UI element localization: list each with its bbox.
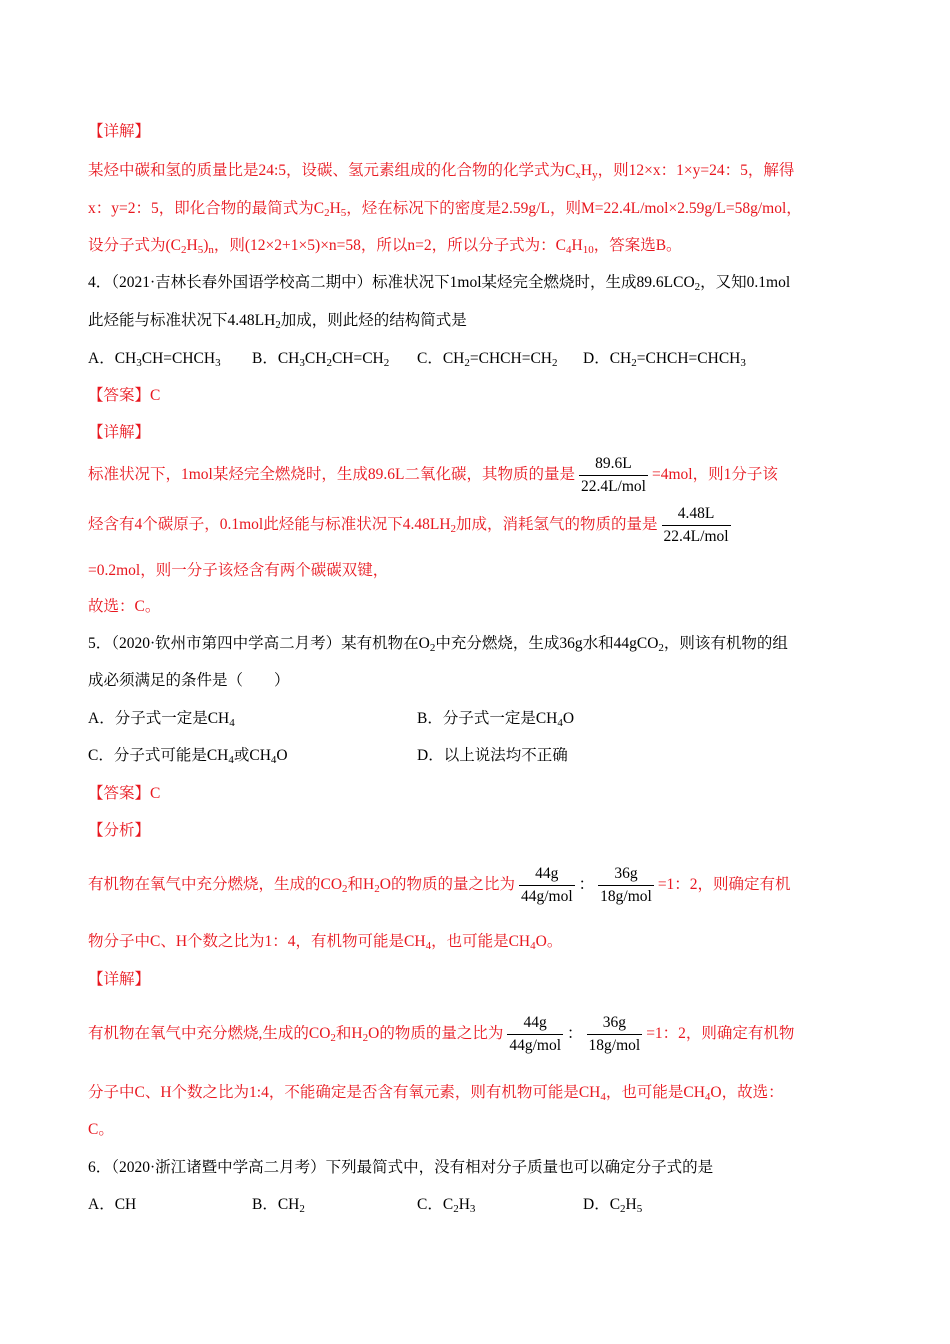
q6-option-d: D．$C_2H_5$: [583, 1196, 643, 1215]
q5-detail-heading: 【详解】: [88, 971, 151, 988]
q5-stem-line-2: 成必须满足的条件是（ ）: [88, 672, 290, 689]
q5-detail-line-1: 有机物在氧气中充分燃烧,生成的$CO_2$和$H_2O$的物质的量之比为 $\frac{44g}{\text{44g/mol}}$ ： $\frac{36g}{\text{18g/mol}}$ =1：2，则确定有机物: [88, 1012, 794, 1057]
q4-stem-line-1: 4．（2021·吉林长春外国语学校高二期中）标准状况下1mol某烃完全燃烧时，生成$89.6LCO_2$，又知0.1mol: [88, 274, 791, 293]
fraction-36g-detail: $\frac{36g}{\text{18g/mol}}$: [588, 1014, 641, 1054]
q5-option-b: B．分子式一定是$CH_4O$: [417, 710, 575, 729]
q6-stem: 6．（2020·浙江诸暨中学高二月考）下列最简式中，没有相对分子质量也可以确定分子式的是: [88, 1159, 714, 1176]
q4-answer: 【答案】C: [88, 387, 161, 404]
q5-option-c: C．分子式可能是$CH_4$或$CH_4O$: [88, 747, 288, 766]
q4-option-c: C．$CH_2=CHCH=CH_2$: [417, 350, 558, 369]
q4-detail-line-3: =0.2mol，则一分子该烃含有两个碳碳双键，: [88, 562, 389, 579]
q5-analysis-line-2: 物分子中C、H个数之比为1：4，有机物可能是$CH_4$，也可能是$CH_4O$。: [88, 933, 563, 952]
q5-option-d: D．以上说法均不正确: [417, 747, 568, 764]
fraction-44g-detail: $\frac{44g}{\text{44g/mol}}$: [509, 1014, 561, 1054]
fraction-44g: $\frac{44g}{\text{44g/mol}}$: [520, 865, 573, 905]
q4-stem-line-2: 此烃能与标准状况下$4.48LH_2$加成，则此烃的结构简式是: [88, 312, 467, 331]
q5-option-a: A．分子式一定是$CH_4$: [88, 710, 235, 729]
q4-option-b: B．$CH_3CH_2CH=CH_2$: [252, 350, 390, 369]
q3-detail-line-3: 设分子式为$(C_2H_5)_n$，则(12×2+1×5)×n=58，所以n=2，所以分子式为：$C_4H_{10}$，答案选B。: [88, 237, 682, 256]
q5-answer: 【答案】C: [88, 785, 161, 802]
q4-detail-line-4: 故选：C。: [88, 598, 161, 615]
q4-option-d: D．$CH_2=CHCH=CHCH_3$: [583, 350, 746, 369]
q5-detail-line-2: 分子中C、H个数之比为1:4，不能确定是否含有氧元素，则有机物可能是$CH_4$，也可能是$CH_4O$，故选：: [88, 1084, 784, 1103]
q4-detail-heading: 【详解】: [88, 424, 151, 441]
q3-detail-line-1: 某烃中碳和氢的质量比是24:5，设碳、氢元素组成的化合物的化学式为$C_xH_y$，则12×x：1×y=24：5，解得: [88, 162, 795, 181]
section-detail-heading: 【详解】: [88, 123, 151, 140]
fraction-4-48: $\frac{4.48L}{\text{22.4L/mol}}$: [663, 505, 729, 545]
q5-analysis-line-1: 有机物在氧气中充分燃烧，生成的$CO_2$和$H_2O$的物质的量之比为 $\frac{44g}{\text{44g/mol}}$ ： $\frac{36g}{\text{18g/mol}}$ =1：2，则确定有机: [88, 863, 791, 908]
q6-option-a: A．CH: [88, 1196, 137, 1213]
q4-option-a: A．$CH_3CH=CHCH_3$: [88, 350, 221, 369]
q4-detail-line-1: 标准状况下，1mol某烃完全燃烧时，生成89.6L二氧化碳，其物质的量是 $\frac{89.6L}{\text{22.4L/mol}}$ =4mol，则1分子该: [88, 453, 778, 498]
q6-option-c: C．$C_2H_3$: [417, 1196, 476, 1215]
fraction-36g: $\frac{36g}{\text{18g/mol}}$: [600, 865, 652, 905]
q3-detail-line-2: x：y=2：5，即化合物的最简式为$C_2H_5$，烃在标况下的密度是2.59g/L，则M=22.4L/mol×2.59g/L=58g/mol，: [88, 200, 802, 219]
fraction-89-6: $\frac{89.6L}{\text{22.4L/mol}}$: [580, 455, 646, 495]
q4-detail-line-2: 烃含有4个碳原子，0.1mol此烃能与标准状况下$4.48LH_2$加成，消耗氢气的物质的量是 $\frac{4.48L}{\text{22.4L/mol}}$: [88, 503, 735, 548]
q5-stem-line-1: 5．（2020·钦州市第四中学高二月考）某有机物在$O_2$中充分燃烧，生成36g水和44gCO$_2$，则该有机物的组: [88, 635, 788, 654]
q5-analysis-heading: 【分析】: [88, 822, 151, 839]
q6-option-b: B．$CH_2$: [252, 1196, 305, 1215]
q5-detail-line-3: C。: [88, 1121, 114, 1138]
